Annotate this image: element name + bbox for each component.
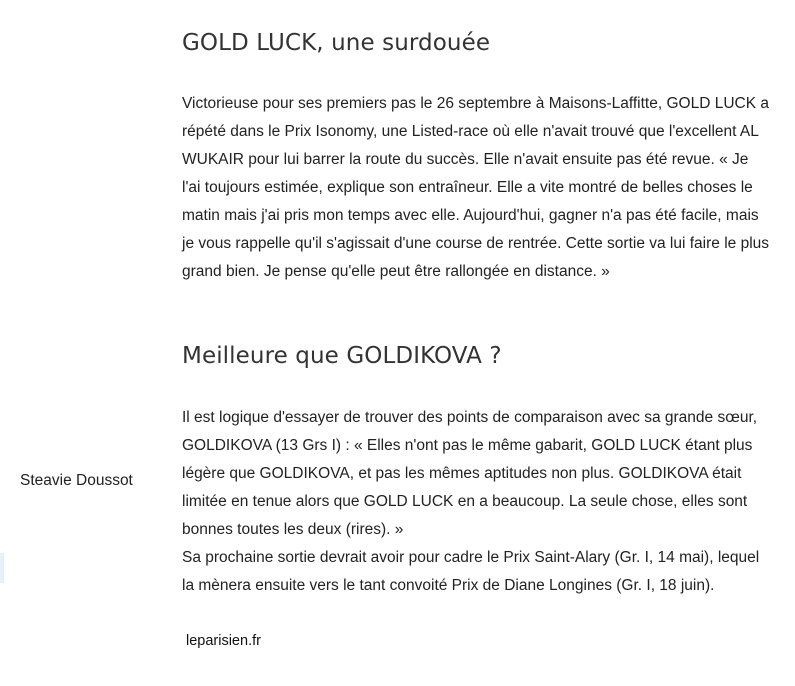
article-paragraph <box>182 90 770 286</box>
paragraph-text: Sa prochaine sortie devrait avoir pour cadre le Prix Saint-Alary (Gr. I, 14 mai), lequel la mènera ensuite vers le tant convoité Prix de Diane Longines (Gr. I, 18 juin). <box>182 549 760 594</box>
paragraph-text: Victorieuse pour ses premiers pas le 26 septembre à Maisons-Laffitte, GOLD LUCK a répété dans le Prix Isonomy, une Listed-race où elle n'avait trouvé que l'excellent AL WUKAIR pour lui barrer la route du succès. Elle n'avait ensuite pas été revue. « Je l'ai toujours estimée, explique son entraîneur. Elle a vite montré de belles choses le matin mais j'ai pris mon temps avec elle. Aujourd'hui, gagner n'a pas été facile, mais je vous rappelle qu'il s'agissait d'une course de rentrée. Cette sortie va lui faire le plus grand bien. Je pense qu'elle peut être rallongée en distance. » <box>182 95 770 280</box>
section-heading-goldikova: Meilleure que GOLDIKOVA ? <box>182 343 502 369</box>
left-edge-marker <box>0 553 4 583</box>
source-link[interactable]: leparisien.fr <box>186 633 261 649</box>
author-name: Steavie Doussot <box>20 472 133 489</box>
section-heading-gold-luck: GOLD LUCK, une surdouée <box>182 30 491 56</box>
paragraph-text: Il est logique d'essayer de trouver des points de comparaison avec sa grande sœur, GOLDIKOVA (13 Grs I) : « Elles n'ont pas le même gabarit, GOLD LUCK étant plus légère que GOLDIKOVA, et pas les mêmes aptitudes non plus. GOLDIKOVA était limitée en tenue alors que GOLD LUCK en a beaucoup. La seule chose, elles sont bonnes toutes les deux (rires). » <box>182 409 758 538</box>
article-paragraph <box>182 404 770 600</box>
